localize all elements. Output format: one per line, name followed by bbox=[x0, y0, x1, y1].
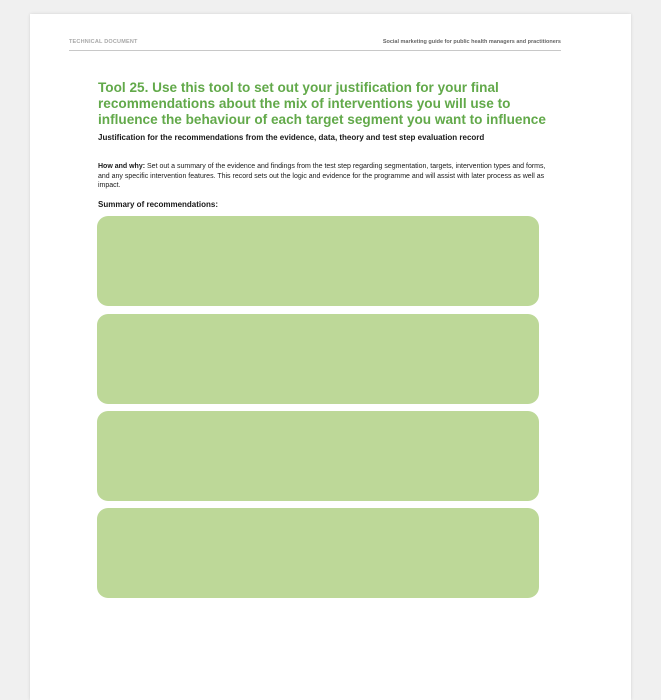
recommendation-box-4[interactable] bbox=[97, 508, 539, 598]
header-document-type: TECHNICAL DOCUMENT bbox=[69, 39, 138, 45]
tool-title: Tool 25. Use this tool to set out your justification for your final recommendations about the mix of interventions you will use to influence the behaviour of each target segment you want to influence bbox=[98, 80, 546, 127]
recommendation-box-1[interactable] bbox=[97, 216, 539, 306]
justification-subheading: Justification for the recommendations from the evidence, data, theory and test step evaluation record bbox=[98, 133, 485, 142]
header-guide-title: Social marketing guide for public health managers and practitioners bbox=[382, 39, 561, 45]
recommendation-box-3[interactable] bbox=[97, 411, 539, 501]
how-and-why-label: How and why: bbox=[98, 163, 146, 170]
how-and-why-paragraph bbox=[98, 162, 550, 191]
summary-of-recommendations-label: Summary of recommendations: bbox=[98, 200, 219, 209]
recommendation-box-2[interactable] bbox=[97, 314, 539, 404]
running-header bbox=[69, 38, 561, 51]
how-and-why-text: Set out a summary of the evidence and findings from the test step regarding segmentation, targets, intervention types and forms, and any specific intervention features. This record sets out the logic and evidence for the programme and will assist with later process as well as impact. bbox=[98, 163, 546, 189]
